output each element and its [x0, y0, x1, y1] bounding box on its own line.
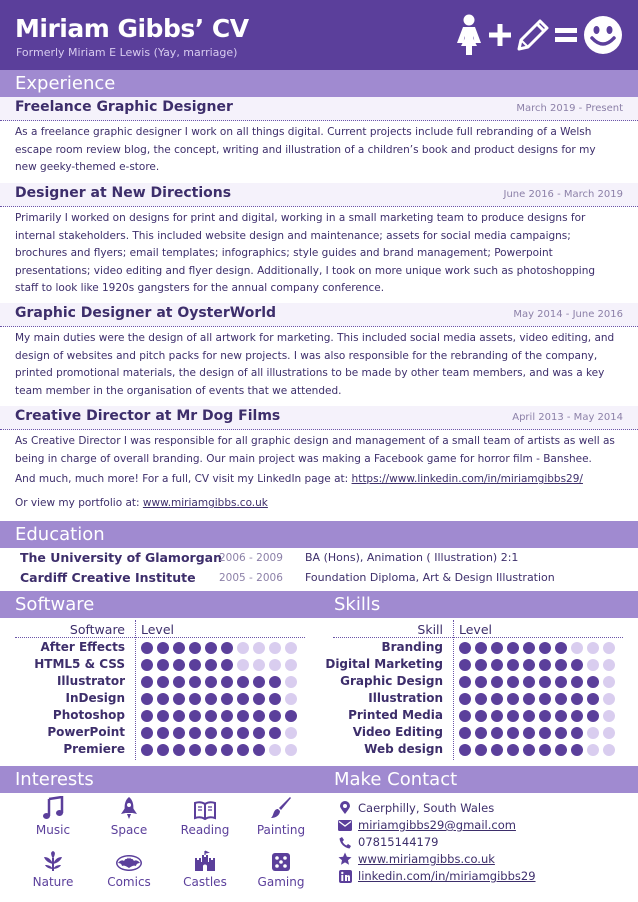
- level-dot-filled: [459, 642, 471, 654]
- software-level-header: Level: [141, 622, 174, 637]
- woman-icon: [454, 14, 484, 56]
- bat-emblem-icon: [94, 848, 164, 872]
- software-table: [15, 620, 305, 760]
- phone-icon: [338, 835, 352, 849]
- software-row-label: Premiere: [63, 742, 125, 756]
- job-title: Creative Director at Mr Dog Films: [15, 408, 281, 424]
- skills-row-label: Illustration: [368, 691, 443, 705]
- level-dot-filled: [189, 744, 201, 756]
- level-dot-filled: [475, 710, 487, 722]
- job-header: [0, 406, 638, 430]
- level-dot-filled: [141, 676, 153, 688]
- skills-level-dots: [459, 744, 615, 756]
- level-dot-filled: [157, 710, 169, 722]
- level-dot-filled: [571, 744, 583, 756]
- level-dot-filled: [141, 642, 153, 654]
- level-dot-filled: [491, 659, 503, 671]
- level-dot-empty: [603, 642, 615, 654]
- level-dot-empty: [285, 727, 297, 739]
- level-dot-empty: [603, 693, 615, 705]
- software-level-dots: [141, 744, 297, 756]
- skills-row-label: Web design: [364, 742, 443, 756]
- level-dot-filled: [523, 710, 535, 722]
- level-dot-filled: [539, 642, 551, 654]
- software-level-dots: [141, 676, 297, 688]
- cv-header: [0, 0, 638, 70]
- level-dot-filled: [253, 744, 265, 756]
- plus-icon: [488, 23, 512, 47]
- level-dot-filled: [587, 676, 599, 688]
- level-dot-filled: [539, 693, 551, 705]
- email-link[interactable]: miriamgibbs29@gmail.com: [358, 818, 516, 832]
- software-row-label: Illustrator: [56, 674, 125, 688]
- level-dot-filled: [555, 659, 567, 671]
- level-dot-filled: [221, 659, 233, 671]
- level-dot-empty: [237, 642, 249, 654]
- level-dot-filled: [475, 676, 487, 688]
- job-title: Designer at New Directions: [15, 185, 232, 201]
- interest-label: Reading: [180, 823, 230, 837]
- portfolio-note-text: Or view my portfolio at:: [15, 497, 143, 509]
- level-dot-filled: [571, 727, 583, 739]
- level-dot-filled: [491, 710, 503, 722]
- education-qualification: BA (Hons), Animation ( Illustration) 2:1: [305, 551, 519, 564]
- level-dot-filled: [507, 693, 519, 705]
- level-dot-filled: [173, 710, 185, 722]
- software-row-label: PowerPoint: [47, 725, 125, 739]
- level-dot-filled: [459, 710, 471, 722]
- rocket-icon: [94, 796, 164, 820]
- contact-phone: [338, 834, 438, 850]
- level-dot-filled: [189, 642, 201, 654]
- level-dot-filled: [221, 693, 233, 705]
- level-dot-filled: [157, 727, 169, 739]
- interest-item: [170, 796, 240, 837]
- level-dot-filled: [189, 727, 201, 739]
- level-dot-filled: [523, 659, 535, 671]
- level-dot-filled: [253, 710, 265, 722]
- level-dot-empty: [285, 659, 297, 671]
- job-header: [0, 183, 638, 207]
- level-dot-filled: [523, 676, 535, 688]
- job-entry: [0, 406, 638, 468]
- level-dot-filled: [189, 693, 201, 705]
- interest-item: [246, 848, 316, 889]
- education-years: 2006 - 2009: [219, 552, 283, 564]
- level-dot-filled: [141, 744, 153, 756]
- paintbrush-icon: [246, 796, 316, 820]
- level-dot-filled: [475, 693, 487, 705]
- envelope-icon: [338, 818, 352, 832]
- job-entry: [0, 183, 638, 298]
- level-dot-filled: [157, 659, 169, 671]
- education-qualification: Foundation Diploma, Art & Design Illustration: [305, 571, 555, 584]
- level-dot-filled: [491, 744, 503, 756]
- interest-item: [18, 848, 88, 889]
- education-row: [0, 548, 638, 568]
- education-institution: The University of Glamorgan: [20, 550, 222, 565]
- education-heading: Education: [0, 521, 638, 548]
- job-title: Graphic Designer at OysterWorld: [15, 305, 277, 321]
- level-dot-empty: [603, 744, 615, 756]
- software-level-dots: [141, 710, 297, 722]
- skills-table-header: [333, 620, 623, 638]
- level-dot-filled: [507, 676, 519, 688]
- level-dot-filled: [221, 642, 233, 654]
- skills-row-label: Branding: [381, 640, 443, 654]
- level-dot-filled: [141, 727, 153, 739]
- software-level-dots: [141, 693, 297, 705]
- level-dot-filled: [555, 676, 567, 688]
- level-dot-filled: [157, 676, 169, 688]
- level-dot-filled: [475, 642, 487, 654]
- level-dot-filled: [571, 693, 583, 705]
- software-table-header: [15, 620, 305, 638]
- level-dot-filled: [475, 744, 487, 756]
- level-dot-filled: [237, 744, 249, 756]
- level-dot-empty: [571, 642, 583, 654]
- level-dot-filled: [157, 744, 169, 756]
- level-dot-filled: [539, 744, 551, 756]
- software-col-header: Software: [69, 622, 125, 637]
- linkedin-icon: [338, 869, 352, 883]
- level-dot-filled: [205, 744, 217, 756]
- level-dot-filled: [173, 659, 185, 671]
- level-dot-filled: [555, 727, 567, 739]
- level-dot-filled: [571, 710, 583, 722]
- contact-website: [338, 851, 495, 867]
- interest-label: Space: [110, 823, 148, 837]
- level-dot-filled: [539, 727, 551, 739]
- job-title: Freelance Graphic Designer: [15, 99, 233, 115]
- level-dot-empty: [587, 642, 599, 654]
- interest-label: Comics: [107, 875, 151, 889]
- level-dot-filled: [173, 727, 185, 739]
- level-dot-empty: [269, 744, 281, 756]
- level-dot-filled: [141, 710, 153, 722]
- level-dot-empty: [253, 659, 265, 671]
- skills-level-dots: [459, 693, 615, 705]
- software-table-divider: [135, 620, 136, 760]
- level-dot-filled: [587, 693, 599, 705]
- level-dot-filled: [491, 642, 503, 654]
- skills-level-dots: [459, 659, 615, 671]
- level-dot-filled: [269, 676, 281, 688]
- level-dot-filled: [173, 676, 185, 688]
- level-dot-filled: [507, 710, 519, 722]
- contact-text: 07815144179: [358, 835, 439, 849]
- level-dot-filled: [269, 727, 281, 739]
- level-dot-filled: [555, 693, 567, 705]
- job-dates: May 2014 - June 2016: [513, 309, 623, 320]
- skills-table-divider: [453, 620, 454, 760]
- contact-linkedin: [338, 868, 536, 884]
- level-dot-filled: [587, 710, 599, 722]
- level-dot-filled: [475, 727, 487, 739]
- interest-item: [94, 848, 164, 889]
- level-dot-filled: [555, 642, 567, 654]
- software-row-label: Photoshop: [52, 708, 125, 722]
- skills-row-label: Graphic Design: [340, 674, 443, 688]
- level-dot-filled: [253, 693, 265, 705]
- job-description: Primarily I worked on designs for print and digital, working in a small marketing team to produce designs for internal stakeholders. This included website design and maintenance; assets for social media campaigns; brochures and flyers; email templates; infographics; style guides and brand management; Powerpoint presentations; video editing and flyer design. Additionally, I took on more unique work such as photoshopping staff to look like 1920s gangsters for the annual company conference.: [15, 212, 596, 294]
- level-dot-filled: [539, 676, 551, 688]
- interest-item: [246, 796, 316, 837]
- level-dot-filled: [459, 676, 471, 688]
- level-dot-filled: [221, 710, 233, 722]
- skills-level-dots: [459, 676, 615, 688]
- level-dot-empty: [237, 659, 249, 671]
- level-dot-filled: [157, 642, 169, 654]
- level-dot-filled: [205, 676, 217, 688]
- skills-row-label: Printed Media: [348, 708, 443, 722]
- map-pin-icon: [338, 801, 352, 815]
- job-description: As a freelance graphic designer I work on all things digital. Current projects include full rebranding of a Welsh escape room review blog, the concept, writing and illustration of a children’s book and product designs for my new geeky-themed e-store.: [15, 126, 596, 173]
- linkedin-cv-link[interactable]: https://www.linkedin.com/in/miriamgibbs29/: [351, 473, 583, 485]
- level-dot-filled: [523, 744, 535, 756]
- leaf-icon: [18, 848, 88, 872]
- dice-icon: [246, 848, 316, 872]
- contact-text: Caerphilly, South Wales: [358, 801, 495, 815]
- level-dot-filled: [237, 693, 249, 705]
- level-dot-filled: [523, 727, 535, 739]
- level-dot-filled: [205, 710, 217, 722]
- level-dot-filled: [189, 659, 201, 671]
- header-equation: [454, 12, 624, 58]
- skills-level-dots: [459, 710, 615, 722]
- interest-item: [94, 796, 164, 837]
- level-dot-filled: [173, 744, 185, 756]
- level-dot-filled: [141, 693, 153, 705]
- level-dot-filled: [269, 693, 281, 705]
- education-institution: Cardiff Creative Institute: [20, 570, 196, 585]
- job-description: As Creative Director I was responsible for all graphic design and management of a small team of artists as well as being in charge of overall branding. Our main project was making a Facebook game for horror film - Banshee.: [15, 435, 615, 465]
- linkedin-note-text: And much, much more! For a full, CV visit my LinkedIn page at:: [15, 473, 352, 485]
- level-dot-filled: [285, 710, 297, 722]
- level-dot-filled: [237, 727, 249, 739]
- linkedin-link[interactable]: linkedin.com/in/miriamgibbs29: [358, 869, 536, 883]
- portfolio-link[interactable]: www.miriamgibbs.co.uk: [142, 497, 268, 509]
- level-dot-empty: [269, 659, 281, 671]
- job-header: [0, 97, 638, 121]
- interest-item: [18, 796, 88, 837]
- software-row-label: After Effects: [40, 640, 125, 654]
- level-dot-filled: [173, 642, 185, 654]
- level-dot-empty: [285, 642, 297, 654]
- level-dot-filled: [459, 659, 471, 671]
- pencil-icon: [516, 18, 550, 52]
- level-dot-filled: [523, 693, 535, 705]
- skills-level-dots: [459, 642, 615, 654]
- level-dot-filled: [459, 727, 471, 739]
- castle-icon: [170, 848, 240, 872]
- book-icon: [170, 796, 240, 820]
- software-row-label: HTML5 & CSS: [34, 657, 125, 671]
- level-dot-filled: [539, 659, 551, 671]
- interests-heading: Interests: [0, 766, 319, 793]
- portfolio-note: [15, 497, 268, 509]
- level-dot-filled: [269, 710, 281, 722]
- level-dot-filled: [221, 727, 233, 739]
- level-dot-filled: [221, 744, 233, 756]
- level-dot-empty: [253, 642, 265, 654]
- level-dot-filled: [253, 676, 265, 688]
- software-level-dots: [141, 642, 297, 654]
- linkedin-note: [15, 473, 583, 485]
- equals-icon: [554, 25, 578, 45]
- education-years: 2005 - 2006: [219, 572, 283, 584]
- interest-label: Gaming: [257, 875, 305, 889]
- job-entry: [0, 97, 638, 177]
- level-dot-filled: [523, 642, 535, 654]
- level-dot-filled: [189, 676, 201, 688]
- skills-col-header: Skill: [417, 622, 443, 637]
- interest-label: Nature: [32, 875, 74, 889]
- level-dot-empty: [603, 659, 615, 671]
- level-dot-filled: [475, 659, 487, 671]
- level-dot-filled: [507, 727, 519, 739]
- level-dot-filled: [459, 744, 471, 756]
- formerly-name: Formerly Miriam E Lewis (Yay, marriage): [16, 46, 238, 59]
- software-row-label: InDesign: [65, 691, 125, 705]
- software-heading: Software: [0, 591, 319, 618]
- skills-row-label: Video Editing: [352, 725, 443, 739]
- skills-row-label: Digital Marketing: [325, 657, 443, 671]
- level-dot-empty: [603, 676, 615, 688]
- level-dot-filled: [507, 642, 519, 654]
- level-dot-filled: [205, 642, 217, 654]
- level-dot-filled: [157, 693, 169, 705]
- website-link[interactable]: www.miriamgibbs.co.uk: [358, 852, 495, 866]
- skills-level-header: Level: [459, 622, 492, 637]
- skills-heading: Skills: [319, 591, 638, 618]
- level-dot-filled: [141, 659, 153, 671]
- level-dot-empty: [587, 659, 599, 671]
- level-dot-filled: [491, 727, 503, 739]
- level-dot-filled: [237, 676, 249, 688]
- level-dot-filled: [507, 659, 519, 671]
- level-dot-filled: [253, 727, 265, 739]
- interest-item: [170, 848, 240, 889]
- job-header: [0, 303, 638, 327]
- cv-name: Miriam Gibbs’ CV: [15, 14, 249, 43]
- interest-label: Painting: [256, 823, 306, 837]
- job-dates: June 2016 - March 2019: [503, 189, 623, 200]
- level-dot-filled: [205, 659, 217, 671]
- level-dot-filled: [237, 710, 249, 722]
- level-dot-empty: [269, 642, 281, 654]
- level-dot-filled: [491, 676, 503, 688]
- experience-heading: Experience: [0, 70, 638, 97]
- job-description: My main duties were the design of all artwork for marketing. This included social media assets, video editing, and design of websites and pitch packs for new projects. I was also responsible for the rebranding of the company, printed promotional materials, the design of all illustrations to be made by other team members, and was a key team member in the organisation of events that we attended.: [15, 332, 615, 397]
- star-icon: [338, 852, 352, 866]
- level-dot-filled: [507, 744, 519, 756]
- level-dot-filled: [571, 676, 583, 688]
- software-level-dots: [141, 727, 297, 739]
- skills-table: [325, 620, 623, 760]
- contact-heading: Make Contact: [319, 766, 638, 793]
- contact-email: [338, 817, 516, 833]
- smiley-icon: [582, 14, 624, 56]
- level-dot-filled: [491, 693, 503, 705]
- level-dot-filled: [571, 659, 583, 671]
- level-dot-empty: [587, 744, 599, 756]
- level-dot-filled: [173, 693, 185, 705]
- education-row: [0, 568, 638, 588]
- level-dot-filled: [189, 710, 201, 722]
- level-dot-filled: [205, 693, 217, 705]
- job-dates: March 2019 - Present: [516, 103, 623, 114]
- music-note-icon: [18, 796, 88, 820]
- level-dot-filled: [459, 693, 471, 705]
- skills-level-dots: [459, 727, 615, 739]
- job-entry: [0, 303, 638, 400]
- level-dot-empty: [285, 693, 297, 705]
- interest-label: Music: [35, 823, 71, 837]
- contact-location: [338, 800, 494, 816]
- job-dates: April 2013 - May 2014: [512, 412, 623, 423]
- level-dot-empty: [603, 710, 615, 722]
- software-level-dots: [141, 659, 297, 671]
- level-dot-empty: [285, 676, 297, 688]
- level-dot-empty: [603, 727, 615, 739]
- level-dot-filled: [539, 710, 551, 722]
- level-dot-empty: [285, 744, 297, 756]
- level-dot-filled: [555, 710, 567, 722]
- level-dot-empty: [587, 727, 599, 739]
- interest-label: Castles: [183, 875, 227, 889]
- level-dot-filled: [555, 744, 567, 756]
- level-dot-filled: [205, 727, 217, 739]
- level-dot-filled: [221, 676, 233, 688]
